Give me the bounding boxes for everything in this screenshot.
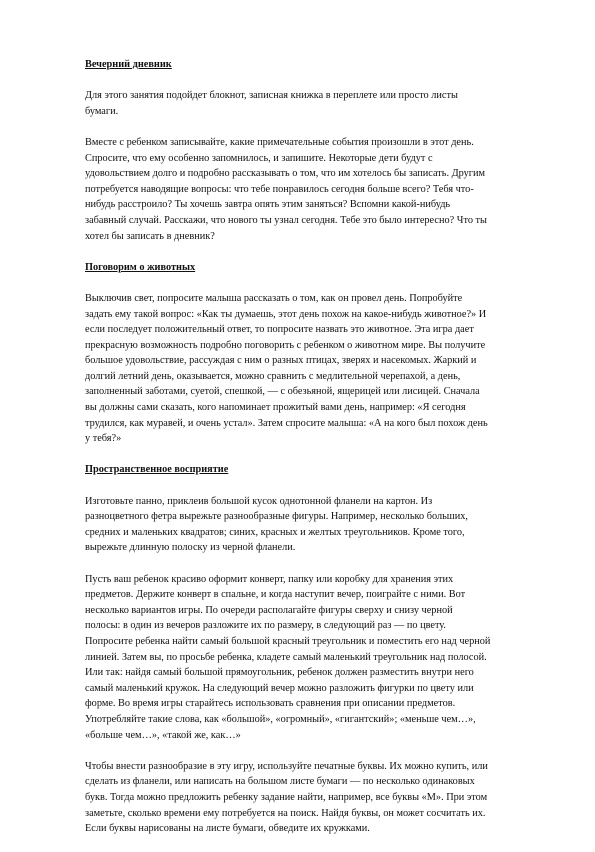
text-line: Попросите ребенка найти самый большой красный треугольник и поместить его над черной: [85, 635, 491, 647]
text-line: Изготовьте панно, приклеив большой кусок однотонной фланели на картон. Из: [85, 495, 433, 507]
text-line: удовольствием долго и подробно рассказывать о том, что им хотелось бы записать. Другим: [85, 168, 486, 180]
text-line: предметов. Держите конверт в спальне, и когда наступит вечер, поиграйте с ними. Вот: [85, 589, 466, 601]
paragraph: [85, 759, 557, 837]
text-line: разноцветного фетра вырежьте разнообразные фигуры. Например, несколько больших,: [85, 511, 468, 523]
text-line: Выключив свет, попросите малыша рассказать о том, как он провел день. Попробуйте: [85, 292, 463, 304]
text-line: форме. Во время игры старайтесь использовать сравнения при описании предметов.: [85, 698, 456, 710]
text-line: долгий летний день, оказывается, можно сравнить с медлительной черепахой, а день,: [85, 370, 461, 382]
text-line: Чтобы внести разнообразие в эту игру, используйте печатные буквы. Их можно купить, или: [85, 760, 488, 772]
text-line: хотел бы записать в дневник?: [85, 230, 215, 242]
text-line: прекрасную возможность подробно поговорить с ребенком о животном мире. Вы получите: [85, 339, 486, 351]
document-body: [85, 57, 557, 852]
text-line: Вместе с ребенком записывайте, какие примечательные события произошли в этот день.: [85, 136, 474, 148]
text-line: потребуется наводящие вопросы: что тебе понравилось сегодня больше всего? Тебя что-: [85, 183, 474, 195]
text-line: средних и маленьких квадратов; синих, красных и желтых треугольников. Кроме того,: [85, 526, 465, 538]
paragraph: [85, 494, 557, 556]
text-line: нибудь расстроило? Ты хочешь завтра опять этим заняться? Вспомни какой-нибудь: [85, 199, 451, 211]
text-line: забавный случай. Расскажи, что нового ты узнал сегодня. Тебе это было интересно? Что ты: [85, 214, 487, 226]
text-line: самый маленький кружок. На следующий вечер можно разложить фигурки по цвету или: [85, 682, 474, 694]
text-line: Употребляйте такие слова, как «большой», «огромный», «гигантский»; «меньше чем…»,: [85, 713, 476, 725]
text-line: у тебя?»: [85, 433, 122, 445]
text-line: задать ему такой вопрос: «Как ты думаешь, этот день похож на какое-нибудь животное?» И: [85, 308, 487, 320]
section-heading: Поговорим о животных: [85, 261, 196, 273]
text-line: несколько вариантов игры. По очереди располагайте фигуры сверху и снизу черной: [85, 604, 453, 616]
text-line: Если буквы нарисованы на листе бумаги, обведите их кружками.: [85, 823, 370, 835]
paragraph: [85, 291, 557, 447]
text-line: вырежьте длинную полоску из черной фланели.: [85, 542, 296, 554]
text-line: заполненный заботами, суетой, спешкой, — с обезьяной, ящерицей или лисицей. Сначала: [85, 386, 480, 398]
text-line: Или так: найдя самый большой прямоугольник, ребенок должен разместить внутри него: [85, 667, 474, 679]
text-line: заметьте, сколько времени ему потребуется на поиск. Найдя буквы, он может сосчитать их.: [85, 807, 486, 819]
section-heading: Пространственное восприятие: [85, 464, 229, 476]
text-line: бумаги.: [85, 105, 119, 117]
text-line: Для этого занятия подойдет блокнот, записная книжка в переплете или просто листы: [85, 90, 458, 102]
section-heading: Вечерний дневник: [85, 59, 172, 70]
text-line: «больше чем…», «такой же, как…»: [85, 729, 241, 741]
text-line: Спросите, что ему особенно запомнилось, и запишите. Некоторые дети будут с: [85, 152, 433, 164]
text-line: большое удовольствие, рассуждая с ним о разных птицах, зверях и насекомых. Жаркий и: [85, 355, 477, 367]
paragraph: [85, 135, 557, 244]
text-line: если последует положительный ответ, то попросите назвать это животное. Эта игра дает: [85, 324, 474, 336]
paragraph: [85, 88, 557, 119]
paragraph: [85, 572, 557, 744]
text-line: Пусть ваш ребенок красиво оформит конверт, папку или коробку для хранения этих: [85, 573, 454, 585]
text-line: полосы: в один из вечеров разложите их по размеру, в следующий раз — по цвету.: [85, 620, 447, 632]
text-line: сделать из фланели, или написать на большом листе бумаги — по несколько одинаковых: [85, 776, 475, 788]
text-line: трудился, как муравей, и очень устал». Затем спросите малыша: «А на кого был похож день: [85, 417, 488, 429]
text-line: вы должны сами сказать, кого напоминает прожитый вами день, например: «Я сегодня: [85, 402, 466, 414]
text-line: букв. Тогда можно предложить ребенку задание найти, например, все буквы «М». При этом: [85, 791, 488, 803]
text-line: линией. Затем вы, по просьбе ребенка, кладете самый маленький треугольник над полосой.: [85, 651, 487, 663]
